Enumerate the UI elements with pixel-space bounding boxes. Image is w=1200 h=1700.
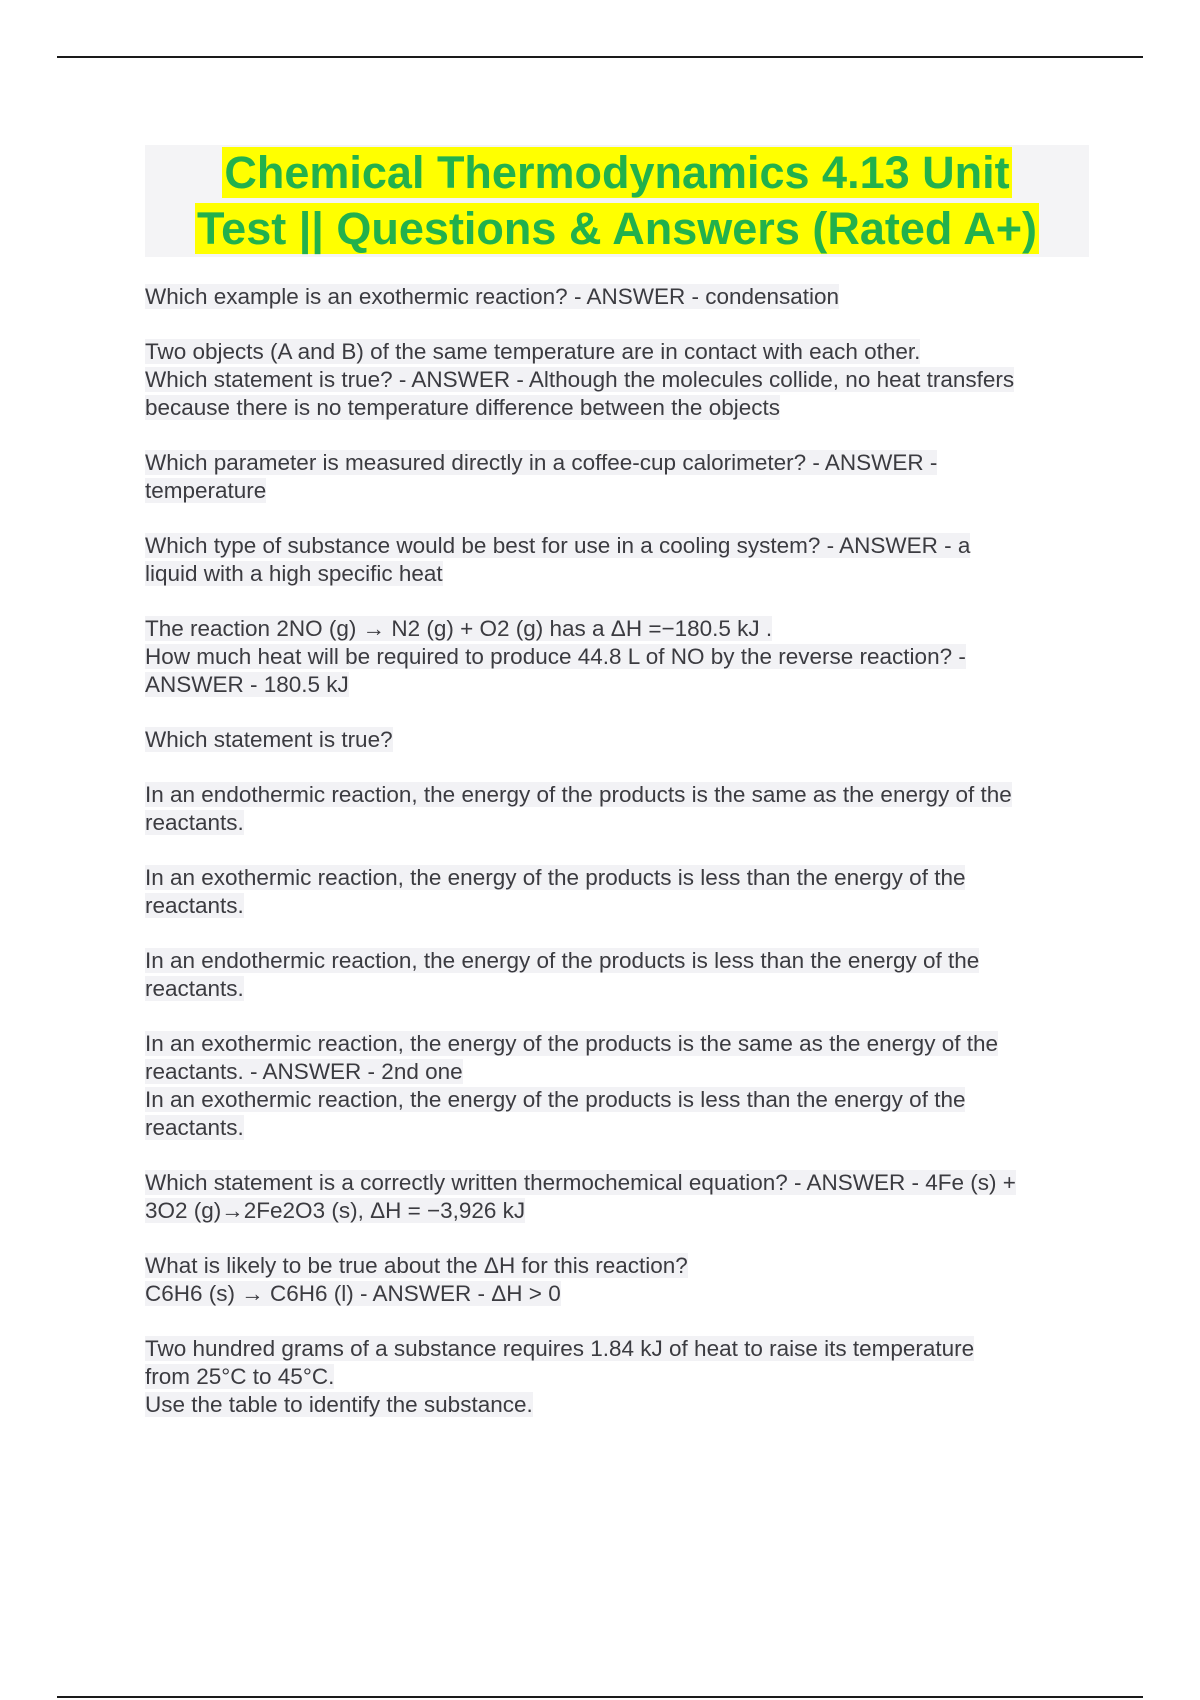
text-line-content: Which example is an exothermic reaction? - ANSWER - condensation xyxy=(145,284,840,309)
qa-paragraph xyxy=(145,338,1085,422)
qa-paragraph xyxy=(145,532,1085,588)
qa-paragraph xyxy=(145,449,1085,505)
title-line-2: Test || Questions & Answers (Rated A+) xyxy=(197,203,1037,254)
text-line-content: reactants. xyxy=(145,893,244,918)
text-line-content: liquid with a high specific heat xyxy=(145,561,443,586)
text-line xyxy=(145,283,1085,311)
text-line xyxy=(145,394,1085,422)
text-line xyxy=(145,671,1085,699)
text-line-content: C6H6 (s) → C6H6 (l) - ANSWER - ΔH > 0 xyxy=(145,1281,561,1306)
text-line-content: In an exothermic reaction, the energy of the products is less than the energy of the xyxy=(145,1087,966,1112)
text-line xyxy=(145,532,1085,560)
text-line-content: because there is no temperature difference between the objects xyxy=(145,395,780,420)
qa-paragraph xyxy=(145,726,1085,754)
qa-paragraph xyxy=(145,1030,1085,1142)
document-title xyxy=(145,145,1089,257)
text-line xyxy=(145,892,1085,920)
text-line-content: Two hundred grams of a substance requires 1.84 kJ of heat to raise its temperature xyxy=(145,1336,975,1361)
top-rule xyxy=(57,56,1143,58)
text-line xyxy=(145,947,1085,975)
qa-paragraph xyxy=(145,1335,1085,1419)
text-line-content: Which statement is a correctly written thermochemical equation? - ANSWER - 4Fe (s) + xyxy=(145,1170,1016,1195)
text-line xyxy=(145,975,1085,1003)
qa-paragraph xyxy=(145,283,1085,311)
bottom-rule xyxy=(57,1696,1143,1698)
text-line xyxy=(145,1363,1085,1391)
text-line xyxy=(145,1197,1085,1225)
text-line-content: from 25°C to 45°C. xyxy=(145,1364,335,1389)
text-line xyxy=(145,1058,1085,1086)
text-line xyxy=(145,1086,1085,1114)
text-line-content: reactants. xyxy=(145,976,244,1001)
document-body xyxy=(145,283,1085,1446)
text-line-content: Use the table to identify the substance. xyxy=(145,1392,533,1417)
text-line-content: ANSWER - 180.5 kJ xyxy=(145,672,349,697)
qa-paragraph xyxy=(145,615,1085,699)
text-line-content: Two objects (A and B) of the same temperature are in contact with each other. xyxy=(145,339,921,364)
qa-paragraph xyxy=(145,1252,1085,1308)
text-line xyxy=(145,615,1085,643)
text-line xyxy=(145,1252,1085,1280)
text-line xyxy=(145,1030,1085,1058)
text-line xyxy=(145,1335,1085,1363)
qa-paragraph xyxy=(145,781,1085,837)
text-line xyxy=(145,864,1085,892)
text-line xyxy=(145,1114,1085,1142)
text-line-content: In an exothermic reaction, the energy of the products is less than the energy of the xyxy=(145,865,966,890)
text-line-content: reactants. - ANSWER - 2nd one xyxy=(145,1059,463,1084)
qa-paragraph xyxy=(145,1169,1085,1225)
text-line-content: How much heat will be required to produce 44.8 L of NO by the reverse reaction? - xyxy=(145,644,966,669)
text-line xyxy=(145,449,1085,477)
text-line xyxy=(145,366,1085,394)
text-line xyxy=(145,781,1085,809)
text-line-content: Which statement is true? xyxy=(145,727,393,752)
text-line xyxy=(145,1280,1085,1308)
text-line-content: The reaction 2NO (g) → N2 (g) + O2 (g) has a ΔH =−180.5 kJ . xyxy=(145,616,773,641)
text-line xyxy=(145,643,1085,671)
text-line-content: reactants. xyxy=(145,810,244,835)
title-line-1: Chemical Thermodynamics 4.13 Unit xyxy=(224,147,1010,198)
text-line-content: Which type of substance would be best for use in a cooling system? - ANSWER - a xyxy=(145,533,971,558)
text-line-content: 3O2 (g)→2Fe2O3 (s), ΔH = −3,926 kJ xyxy=(145,1198,526,1223)
text-line xyxy=(145,1391,1085,1419)
text-line xyxy=(145,560,1085,588)
text-line-content: Which statement is true? - ANSWER - Although the molecules collide, no heat transfers xyxy=(145,367,1015,392)
text-line-content: In an endothermic reaction, the energy of the products is the same as the energy of the xyxy=(145,782,1012,807)
text-line-content: reactants. xyxy=(145,1115,244,1140)
text-line xyxy=(145,809,1085,837)
text-line xyxy=(145,477,1085,505)
text-line-content: In an endothermic reaction, the energy of the products is less than the energy of the xyxy=(145,948,980,973)
text-line-content: In an exothermic reaction, the energy of the products is the same as the energy of the xyxy=(145,1031,998,1056)
qa-paragraph xyxy=(145,947,1085,1003)
text-line xyxy=(145,726,1085,754)
text-line xyxy=(145,338,1085,366)
text-line-content: temperature xyxy=(145,478,267,503)
text-line-content: What is likely to be true about the ΔH for this reaction? xyxy=(145,1253,688,1278)
text-line-content: Which parameter is measured directly in a coffee-cup calorimeter? - ANSWER - xyxy=(145,450,938,475)
qa-paragraph xyxy=(145,864,1085,920)
text-line xyxy=(145,1169,1085,1197)
